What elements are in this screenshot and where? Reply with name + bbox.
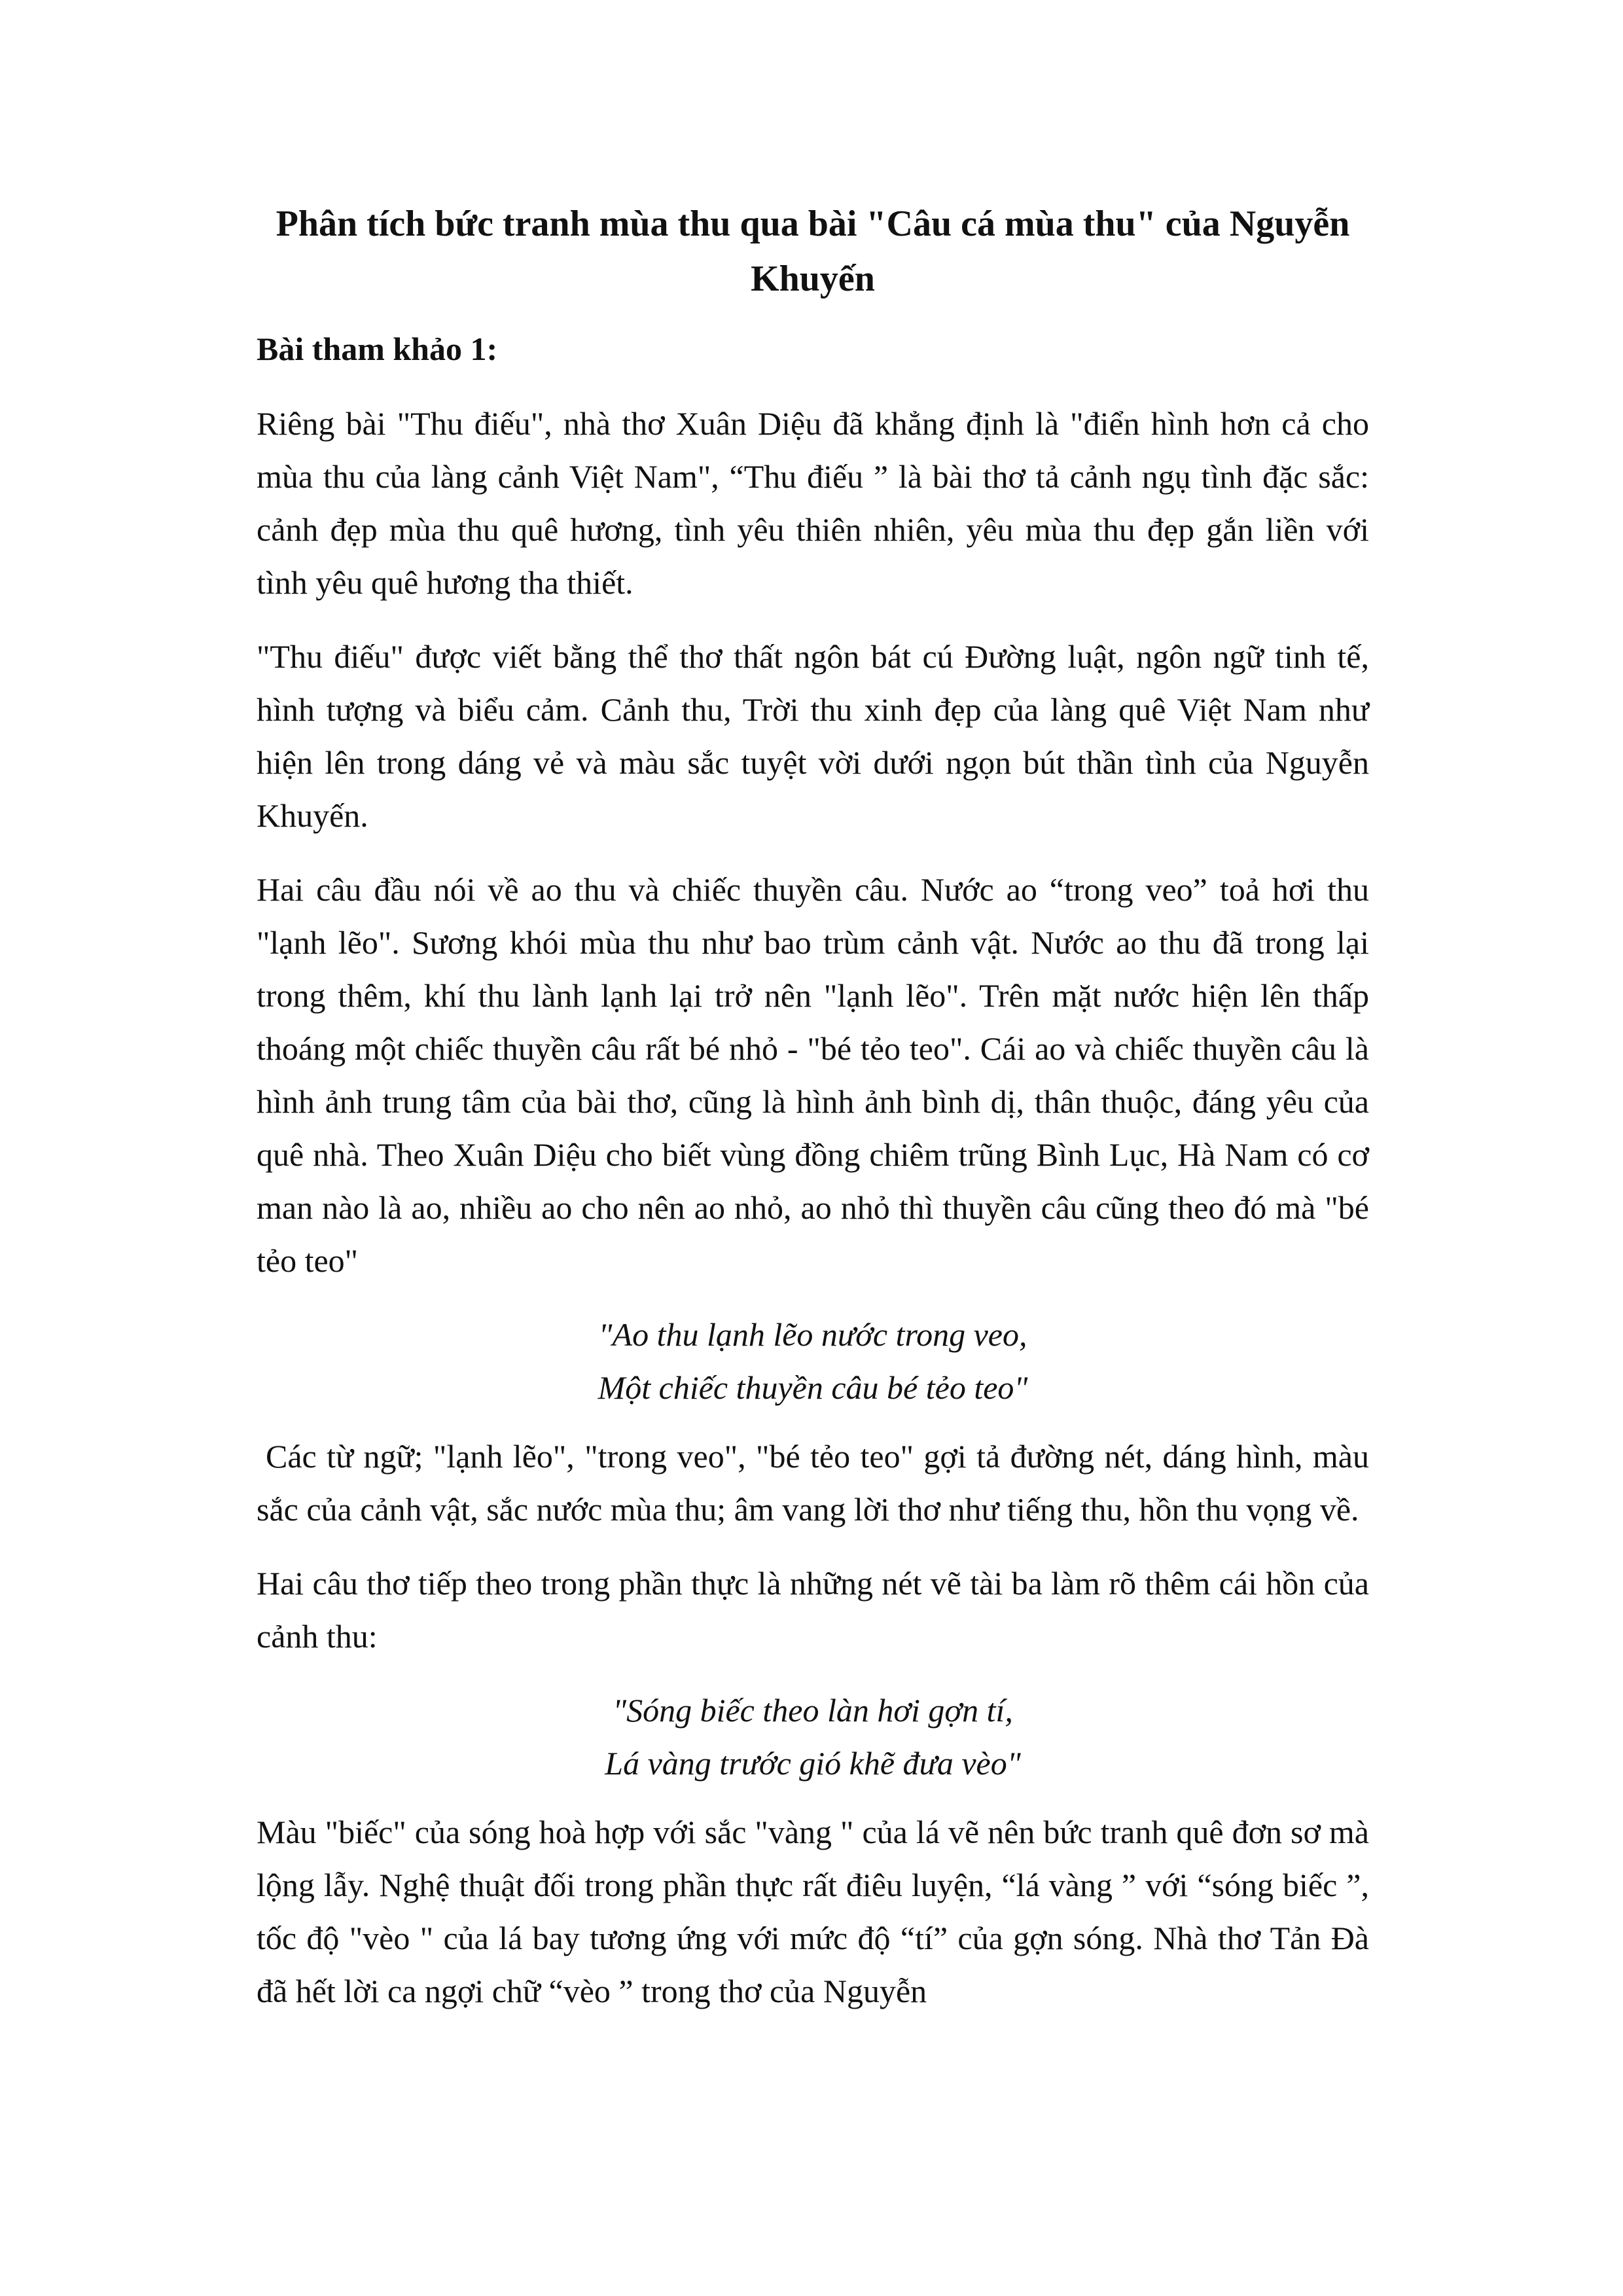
paragraph-5: Hai câu thơ tiếp theo trong phần thực là những nét vẽ tài ba làm rõ thêm cái hồn của cảnh thu: [257,1565,1369,1655]
paragraph-3: Hai câu đầu nói về ao thu và chiếc thuyền câu. Nước ao “trong veo” toả hơi thu "lạnh lẽo". Sương khói mùa thu như bao trùm cảnh vật. Nước ao thu đã trong lại trong thêm, khí thu lành lạnh lại trở nên "lạnh lẽo". Trên mặt nước hiện lên thấp thoáng một chiếc thuyền câu rất bé nhỏ - "bé tẻo teo". Cái ao và chiếc thuyền câu là hình ảnh trung tâm của bài thơ, cũng là hình ảnh bình dị, thân thuộc, đáng yêu của quê nhà. Theo Xuân Diệu cho biết vùng đồng chiêm trũng Bình Lục, Hà Nam có cơ man nào là ao, nhiều ao cho nên ao nhỏ, ao nhỏ thì thuyền câu cũng theo đó mà "bé tẻo teo" [257,871,1369,1279]
poem-quote-1 [257,1308,1369,1414]
paragraph-1: Riêng bài "Thu điếu", nhà thơ Xuân Diệu đã khẳng định là "điển hình hơn cả cho mùa thu của làng cảnh Việt Nam", “Thu điếu ” là bài thơ tả cảnh ngụ tình đặc sắc: cảnh đẹp mùa thu quê hương, tình yêu thiên nhiên, yêu mùa thu đẹp gắn liền với tình yêu quê hương tha thiết. [257,405,1369,601]
paragraph-6: Màu "biếc" của sóng hoà hợp với sắc "vàng " của lá vẽ nên bức tranh quê đơn sơ mà lộng lẫy. Nghệ thuật đối trong phần thực rất điêu luyện, “lá vàng ” với “sóng biếc ”, tốc độ "vèo " của lá bay tương ứng với mức độ “tí” của gợn sóng. Nhà thơ Tản Đà đã hết lời ca ngợi chữ “vèo ” trong thơ của Nguyễn [257,1814,1369,2009]
poem-line: "Ao thu lạnh lẽo nước trong veo, [598,1316,1027,1353]
paragraph-4: Các từ ngữ; "lạnh lẽo", "trong veo", "bé tẻo teo" gợi tả đường nét, dáng hình, màu sắc của cảnh vật, sắc nước mùa thu; âm vang lời thơ như tiếng thu, hồn thu vọng về. [257,1438,1369,1528]
poem-line: Một chiếc thuyền câu bé tẻo teo" [597,1369,1028,1406]
section-heading: Bài tham khảo 1: [257,331,498,367]
document-body [257,196,1369,2039]
poem-quote-2 [257,1684,1369,1790]
poem-line: Lá vàng trước gió khẽ đưa vèo" [605,1745,1021,1782]
poem-line: "Sóng biếc theo làn hơi gợn tí, [613,1692,1013,1729]
paragraph-2: "Thu điếu" được viết bằng thể thơ thất ngôn bát cú Đường luật, ngôn ngữ tinh tế, hình tượng và biểu cảm. Cảnh thu, Trời thu xinh đẹp của làng quê Việt Nam như hiện lên trong dáng vẻ và màu sắc tuyệt vời dưới ngọn bút thần tình của Nguyễn Khuyến. [257,638,1369,834]
page-title: Phân tích bức tranh mùa thu qua bài "Câu cá mùa thu" của Nguyễn Khuyến [276,204,1350,299]
